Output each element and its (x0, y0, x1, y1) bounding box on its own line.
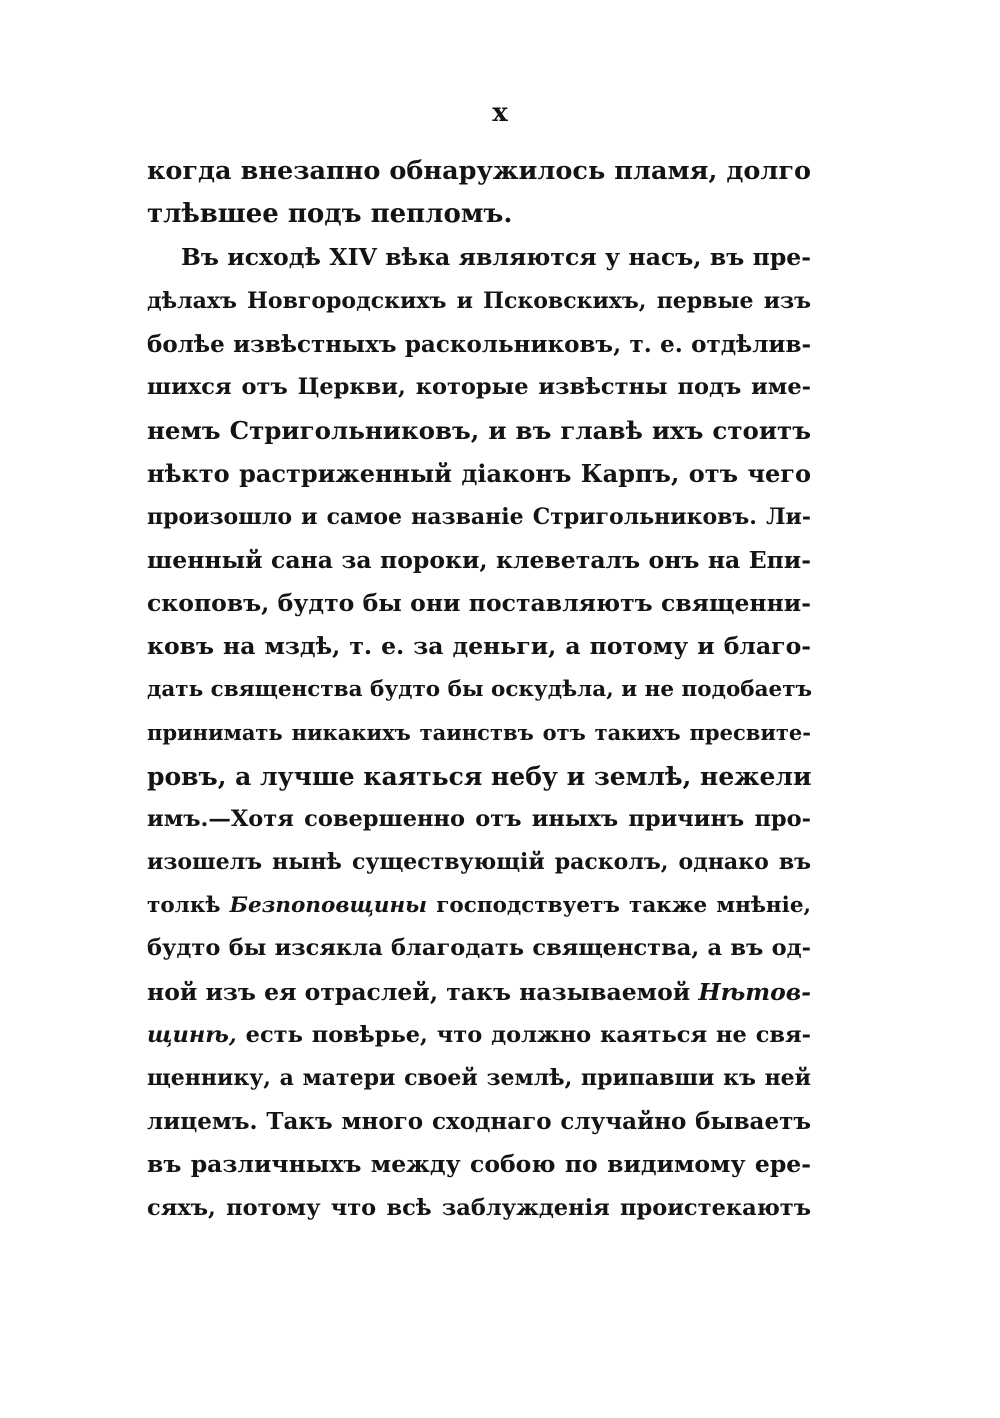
text-line: ной изъ ея отраслей, такъ называемой Нѣтов- (147, 977, 811, 1006)
text-line: шихся отъ Церкви, которые извѣстны подъ име- (147, 373, 811, 400)
body-text (147, 150, 811, 1230)
text-line: немъ Стригольниковъ, и въ главѣ ихъ стоитъ (147, 416, 811, 446)
text-line: дать священства будто бы оскудѣла, и не подобаетъ (147, 677, 813, 703)
text-line: произошло и самое названіе Стригольниковъ. Ли- (147, 503, 811, 530)
text-line: сяхъ, потому что всѣ заблужденія проистекаютъ (147, 1194, 811, 1221)
text-line: когда внезапно обнаружилось пламя, долго (147, 156, 811, 186)
text-line: толкѣ Безпоповщины господствуетъ также мнѣніе, (147, 893, 812, 919)
text-line: шенный сана за пороки, клеветалъ онъ на Епи- (147, 545, 811, 574)
page-number: x (492, 98, 508, 128)
text-line: щинѣ, есть повѣрье, что должно каяться не свя- (147, 1021, 811, 1048)
text-line: ковъ на мздѣ, т. е. за деньги, а потому и благо- (147, 632, 811, 661)
text-line: тлѣвшее подъ пепломъ. (147, 199, 513, 230)
text-line: дѣлахъ Новгородскихъ и Псковскихъ, первые изъ (147, 287, 811, 314)
text-line: принимать никакихъ таинствъ отъ такихъ пресвите- (147, 720, 811, 746)
text-line: нѣкто растриженный діаконъ Карпъ, отъ чего (147, 459, 811, 489)
text-line: ровъ, а лучше каяться небу и землѣ, нежели (147, 761, 812, 791)
text-line: болѣе извѣстныхъ раскольниковъ, т. е. отдѣлив- (147, 330, 811, 358)
text-line: щеннику, а матери своей землѣ, припавши къ ней (147, 1064, 811, 1091)
text-line: лицемъ. Такъ много сходнаго случайно бываетъ (147, 1108, 811, 1136)
text-line: изошелъ нынѣ существующій расколъ, однако въ (147, 849, 811, 875)
italic-term: Нѣтов- (698, 977, 811, 1006)
italic-term: Безпоповщины (229, 893, 428, 919)
text-line: будто бы изсякла благодать священства, а въ од- (147, 935, 811, 962)
italic-term: щинѣ, (147, 1021, 237, 1048)
text-line: имъ.—Хотя совершенно отъ иныхъ причинъ про- (147, 805, 811, 832)
text-line: скоповъ, будто бы они поставляютъ священни- (147, 588, 811, 617)
text-line: Въ исходѣ XIV вѣка являются у насъ, въ пре- (181, 243, 811, 272)
text-line: въ различныхъ между собою по видимому ере- (147, 1150, 811, 1179)
